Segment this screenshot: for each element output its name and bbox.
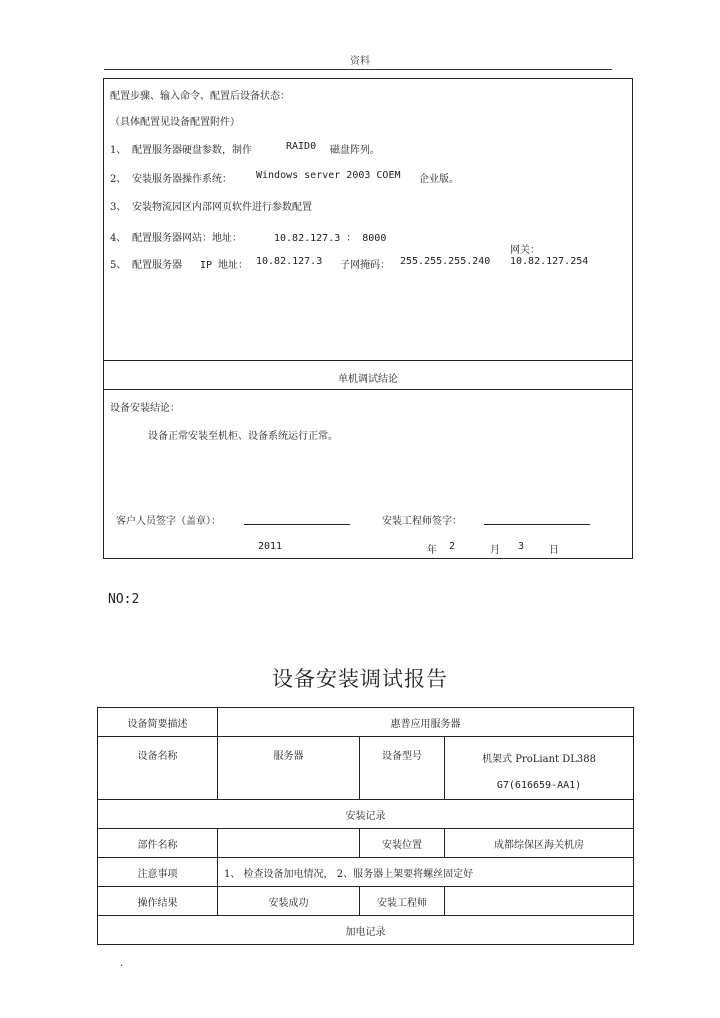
config-box (103, 78, 633, 559)
footer-mark: . (120, 958, 124, 969)
date-day: 3 (518, 541, 525, 552)
table-row (98, 887, 634, 916)
result-value: 安装成功 (218, 887, 360, 916)
table-row (98, 708, 634, 737)
page-number: NO:2 (108, 592, 140, 607)
step-5-mask-label: 子网掩码： (340, 260, 390, 271)
location-label: 安装位置 (360, 829, 445, 858)
step-2-text: 安装服务器操作系统： (132, 174, 232, 185)
engineer-sign-label: 安装工程师签字： (382, 516, 462, 527)
engineer-sign-line[interactable] (484, 524, 590, 525)
step-2-code: Windows server 2003 COEM (256, 170, 401, 181)
model-line-1: 机架式 ProLiant DL388 (482, 754, 596, 765)
date-month: 2 (449, 541, 456, 552)
install-record-header: 安装记录 (98, 800, 634, 829)
desc-value: 惠普应用服务器 (218, 708, 634, 737)
date-day-char: 日 (549, 545, 559, 556)
section-divider-top (104, 360, 632, 361)
step-2-tail: 企业版。 (419, 174, 459, 185)
part-label: 部件名称 (98, 829, 218, 858)
table-row (98, 800, 634, 829)
step-5-gw: 10.82.127.254 (510, 256, 589, 267)
table-row (98, 916, 634, 945)
date-year: 2011 (258, 541, 283, 552)
step-4-text: 配置服务器网站：地址： (132, 233, 242, 244)
page-header-title: 资料 (350, 56, 370, 67)
name-value: 服务器 (218, 737, 360, 800)
date-month-char: 月 (490, 545, 500, 556)
model-value (445, 737, 634, 800)
result-label: 操作结果 (98, 887, 218, 916)
step-5-mask: 255.255.255.240 (400, 256, 491, 267)
step-3-num: 3、 (110, 202, 127, 213)
engineer-label: 安装工程师 (360, 887, 445, 916)
install-report-table (97, 707, 634, 945)
table-row (98, 829, 634, 858)
step-5-ip-label: IP 地址： (200, 260, 249, 271)
engineer-value (445, 887, 634, 916)
part-value (218, 829, 360, 858)
step-1-tail: 磁盘阵列。 (330, 145, 380, 156)
step-5-text: 配置服务器 (132, 260, 182, 271)
name-label: 设备名称 (98, 737, 218, 800)
config-note: （具体配置见设备配置附件） (110, 117, 240, 128)
section-divider-bottom (104, 389, 632, 390)
header-rule (104, 69, 612, 70)
step-5-num: 5、 (110, 260, 127, 271)
step-4-code: 10.82.127.3 ： 8000 (274, 233, 387, 244)
table-row (98, 858, 634, 887)
date-year-char: 年 (427, 545, 437, 556)
step-3-text: 安装物流园区内部网页软件进行参数配置 (132, 202, 312, 213)
notes-label: 注意事项 (98, 858, 218, 887)
customer-sign-label: 客户人员签字（盖章）： (116, 516, 221, 527)
conclusion-label: 设备安装结论： (110, 403, 180, 414)
step-1-text: 配置服务器硬盘参数，制作 (132, 145, 252, 156)
power-record-header: 加电记录 (98, 916, 634, 945)
step-5-ip: 10.82.127.3 (256, 256, 323, 267)
conclusion-text: 设备正常安装至机柜、设备系统运行正常。 (148, 431, 338, 442)
notes-value: 1、 检查设备加电情况， 2、服务器上架要将螺丝固定好 (218, 858, 634, 887)
step-2-num: 2、 (110, 174, 127, 185)
step-5-gw-label: 网关： (510, 245, 540, 256)
report-title: 设备安装调试报告 (272, 667, 448, 691)
customer-sign-line[interactable] (244, 524, 350, 525)
location-value: 成都综保区海关机房 (445, 829, 634, 858)
step-1-code: RAID0 (286, 141, 317, 152)
model-label: 设备型号 (360, 737, 445, 800)
desc-label: 设备简要描述 (98, 708, 218, 737)
section-title: 单机调试结论 (338, 374, 398, 385)
step-1-num: 1、 (110, 145, 127, 156)
config-intro: 配置步骤、输入命令、配置后设备状态： (110, 91, 290, 102)
model-line-2: G7(616659-AA1) (496, 780, 582, 791)
step-4-num: 4、 (110, 233, 127, 244)
table-row (98, 737, 634, 800)
